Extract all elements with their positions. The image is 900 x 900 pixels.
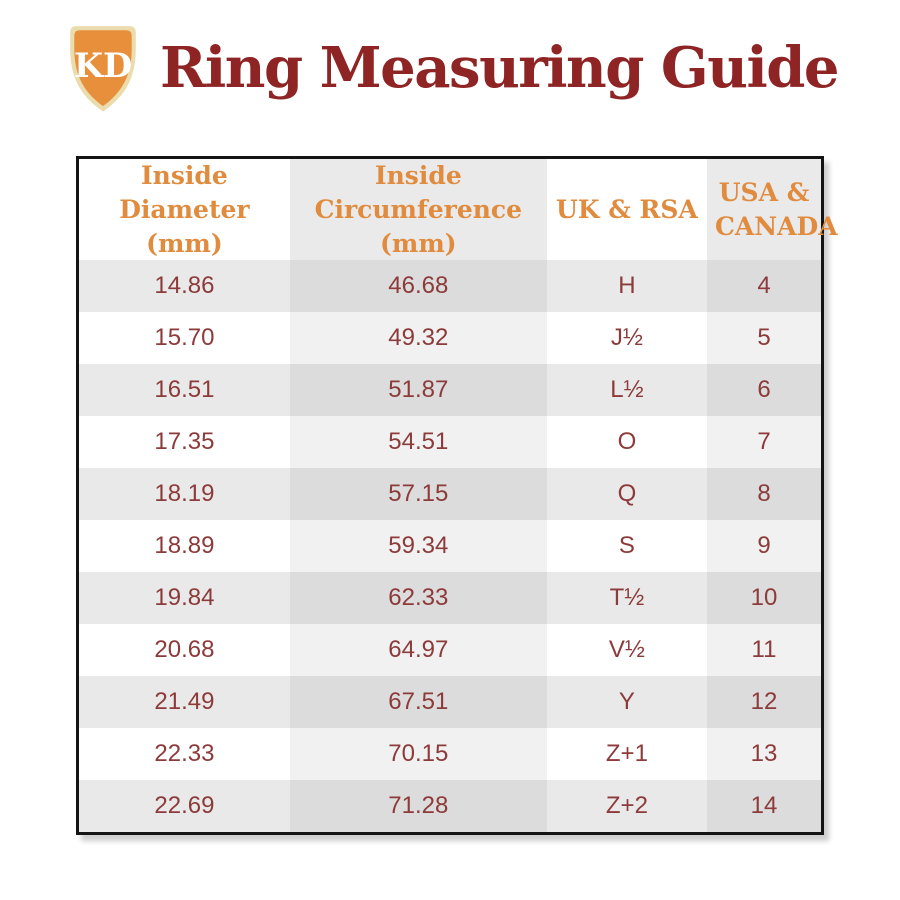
table-cell: 71.28 xyxy=(290,780,547,834)
table-cell: Y xyxy=(547,676,707,728)
table-row xyxy=(78,676,823,728)
table-cell: Z+1 xyxy=(547,728,707,780)
table-cell: 11 xyxy=(707,624,823,676)
table-cell: T½ xyxy=(547,572,707,624)
col-header-usa-canada: USA & CANADA xyxy=(707,158,823,261)
table-cell: 4 xyxy=(707,260,823,312)
table-cell: 14.86 xyxy=(78,260,290,312)
table-cell: 8 xyxy=(707,468,823,520)
table-row xyxy=(78,520,823,572)
table-cell: 12 xyxy=(707,676,823,728)
table-cell: 62.33 xyxy=(290,572,547,624)
table-cell: 57.15 xyxy=(290,468,547,520)
logo-text: KD xyxy=(73,45,133,86)
table-cell: 16.51 xyxy=(78,364,290,416)
table-cell: 54.51 xyxy=(290,416,547,468)
table-cell: 17.35 xyxy=(78,416,290,468)
table-cell: 64.97 xyxy=(290,624,547,676)
table-cell: 5 xyxy=(707,312,823,364)
table-row xyxy=(78,572,823,624)
table-cell: 59.34 xyxy=(290,520,547,572)
col-header-inside-circumference: Inside Circumference (mm) xyxy=(290,158,547,261)
ring-size-table xyxy=(76,156,838,835)
table-row xyxy=(78,780,823,834)
table-cell: 14 xyxy=(707,780,823,834)
table-cell: J½ xyxy=(547,312,707,364)
header-row xyxy=(78,158,823,261)
table-cell: H xyxy=(547,260,707,312)
table-cell: Q xyxy=(547,468,707,520)
table-cell: O xyxy=(547,416,707,468)
table-row xyxy=(78,624,823,676)
table-cell: 18.19 xyxy=(78,468,290,520)
page-title: Ring Measuring Guide xyxy=(159,35,839,101)
table-cell: 46.68 xyxy=(290,260,547,312)
table-row xyxy=(78,364,823,416)
table-cell: V½ xyxy=(547,624,707,676)
kd-shield-logo-icon xyxy=(62,22,144,114)
header xyxy=(0,0,900,116)
col-header-uk-rsa: UK & RSA xyxy=(547,158,707,261)
table-head xyxy=(78,158,838,261)
table-cell: 21.49 xyxy=(78,676,290,728)
table-cell: 67.51 xyxy=(290,676,547,728)
table-cell: 70.15 xyxy=(290,728,547,780)
table-cell: 22.69 xyxy=(78,780,290,834)
col-header-inside-diameter: Inside Diameter (mm) xyxy=(78,158,290,261)
table-cell: 19.84 xyxy=(78,572,290,624)
table-cell: 20.68 xyxy=(78,624,290,676)
table-cell: 18.89 xyxy=(78,520,290,572)
table-cell: 9 xyxy=(707,520,823,572)
table-cell: L½ xyxy=(547,364,707,416)
table-cell: S xyxy=(547,520,707,572)
table-cell: 7 xyxy=(707,416,823,468)
table-row xyxy=(78,312,823,364)
table-cell: 10 xyxy=(707,572,823,624)
table-cell: 13 xyxy=(707,728,823,780)
table-cell: 15.70 xyxy=(78,312,290,364)
table-row xyxy=(78,468,823,520)
table-row xyxy=(78,260,823,312)
table-row xyxy=(78,416,823,468)
table-cell: 51.87 xyxy=(290,364,547,416)
table-body xyxy=(78,260,823,834)
table-cell: Z+2 xyxy=(547,780,707,834)
table-cell: 6 xyxy=(707,364,823,416)
table-cell: 22.33 xyxy=(78,728,290,780)
table-row xyxy=(78,728,823,780)
table-cell: 49.32 xyxy=(290,312,547,364)
